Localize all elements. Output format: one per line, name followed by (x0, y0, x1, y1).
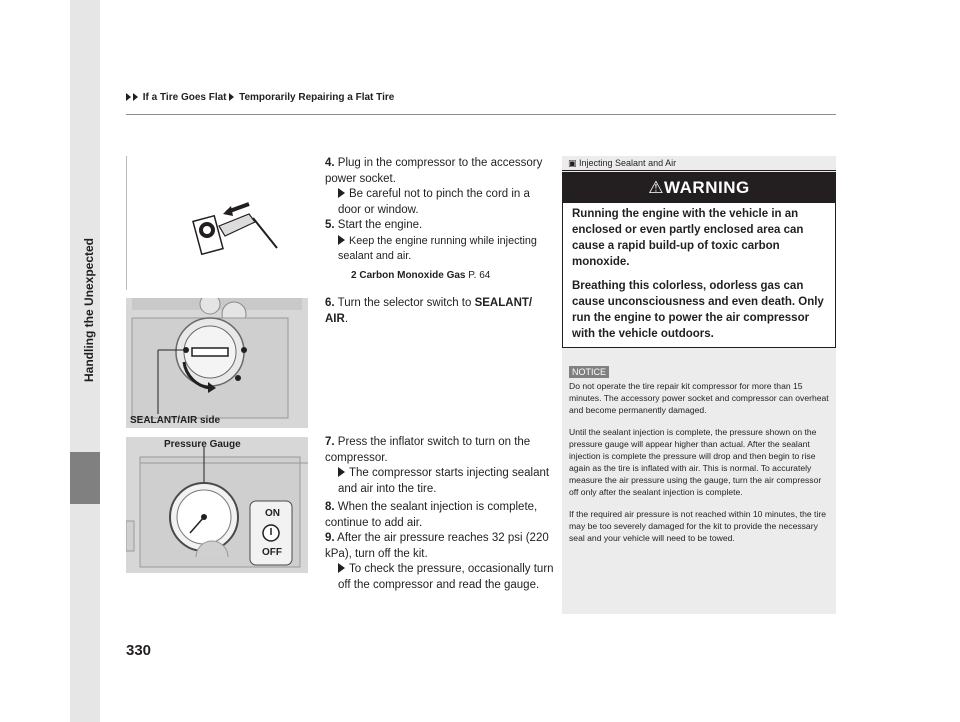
switch-on-label: ON (265, 508, 280, 519)
step-7 (325, 435, 555, 497)
page-number: 330 (126, 642, 152, 659)
step-sub (325, 562, 555, 593)
step-text: After the air pressure reaches 32 psi (220 kPa), turn off the kit. (325, 532, 549, 560)
step-sub (325, 234, 555, 265)
step-number: 7. (325, 436, 335, 448)
section-tab-marker (70, 452, 100, 504)
warning-triangle-icon: ⚠ (648, 178, 665, 197)
step-8 (325, 500, 555, 531)
sidebar-title-text: Injecting Sealant and Air (579, 158, 677, 168)
arrow-icon (338, 188, 345, 198)
step-sub (325, 187, 555, 218)
step-tail: . (344, 312, 349, 325)
step-sub-text: Be careful not to pinch the cord in a door or window. (338, 188, 530, 216)
step-number: 4. (325, 157, 335, 169)
step-text: When the sealant injection is complete, continue to add air. (325, 501, 538, 529)
plug-into-socket-icon (127, 156, 309, 290)
breadcrumb-part-2[interactable]: Temporarily Repairing a Flat Tire (239, 92, 395, 103)
plug-illustration (126, 156, 309, 290)
arrow-icon (338, 467, 345, 477)
header-rule (126, 114, 836, 115)
section-tab-label: Handling the Unexpected (82, 237, 96, 382)
step-bold-text: SEALANT/ AIR (325, 297, 533, 325)
warning-paragraph: Breathing this colorless, odorless gas can cause unconsciousness and even death. Only run the engine to power the air compressor with the vehicle outdoors. (572, 280, 824, 340)
reference-page: P. 64 (468, 269, 491, 281)
sidebar-title: ▣ Injecting Sealant and Air (568, 158, 677, 168)
selector-illustration (126, 298, 308, 428)
warning-text (572, 206, 830, 350)
notice-text (569, 380, 831, 554)
step-number: 5. (325, 219, 335, 231)
warning-heading-text: WARNING (664, 178, 750, 197)
step-text: Turn the selector switch to (337, 297, 475, 309)
step-text: Press the inflator switch to turn on the compressor. (325, 436, 531, 464)
selector-knob-icon (126, 298, 308, 428)
step-number: 8. (325, 501, 335, 513)
step-4 (325, 156, 555, 218)
breadcrumb-part-1[interactable]: If a Tire Goes Flat (142, 92, 227, 103)
gauge-illustration (126, 437, 308, 573)
breadcrumb (126, 92, 394, 103)
step-sub-text: To check the pressure, occasionally turn off the compressor and read the gauge. (338, 563, 554, 591)
warning-paragraph: Running the engine with the vehicle in an enclosed or even partly enclosed area can cause a rapid build-up of toxic carbon monoxide. (572, 208, 804, 268)
step-sub (325, 466, 555, 497)
breadcrumb-arrow-icon (133, 93, 138, 101)
arrow-icon (338, 563, 345, 573)
arrow-icon (338, 235, 345, 245)
breadcrumb-arrow-icon (126, 93, 131, 101)
step-text: Start the engine. (337, 219, 423, 231)
step-number: 6. (325, 297, 335, 309)
selector-label: SEALANT/AIR side (130, 415, 221, 426)
step-sub-text: Keep the engine running while injecting sealant and air. (338, 234, 537, 262)
notice-paragraph: Until the sealant injection is complete, the pressure shown on the pressure gauge will appear higher than actual. After the sealant injection is complete the pressure will drop and then begin to rise again as the tire is inflated with air. This is normal. To accurately measure the air pressure using the gauge, turn the air compressor off only after the sealant injection is complete. (569, 427, 822, 497)
warning-heading (563, 173, 835, 203)
step-number: 9. (325, 532, 335, 544)
switch-off-label: OFF (262, 547, 282, 558)
step-6 (325, 296, 555, 327)
step-sub-text: The compressor starts injecting sealant and air into the tire. (338, 467, 550, 495)
gauge-label: Pressure Gauge (164, 439, 241, 450)
step-9 (325, 531, 555, 593)
breadcrumb-arrow-icon (229, 93, 234, 101)
cross-reference[interactable]: 2 Carbon Monoxide Gas P. 64 (351, 269, 491, 281)
notice-badge: NOTICE (569, 366, 609, 378)
step-5 (325, 218, 555, 283)
notice-paragraph: Do not operate the tire repair kit compressor for more than 15 minutes. The accessory power socket and compressor can overheat and become permanently damaged. (569, 381, 829, 415)
notice-paragraph: If the required air pressure is not reached within 10 minutes, the tire may be too severely damaged for the kit to provide the necessary seal and your vehicle will need to be towed. (569, 509, 826, 543)
reference-text[interactable]: Carbon Monoxide Gas (359, 269, 466, 281)
sidebar-rule (562, 170, 836, 171)
step-text: Plug in the compressor to the accessory power socket. (325, 157, 543, 185)
